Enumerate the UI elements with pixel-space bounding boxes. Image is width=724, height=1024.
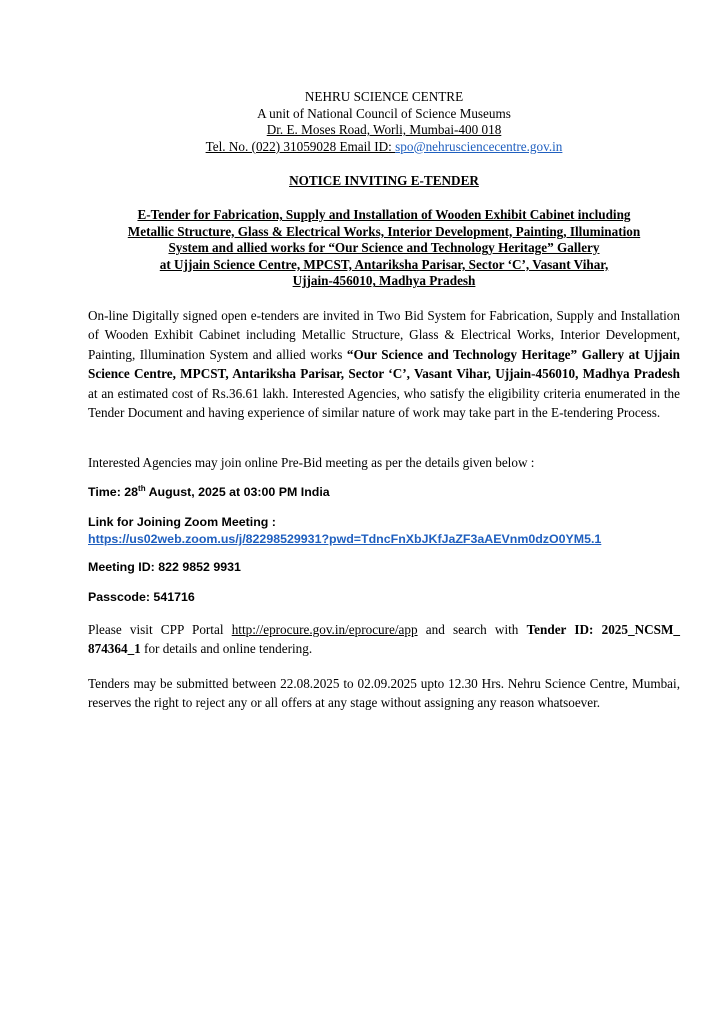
intro-text-b: at an estimated cost of Rs.36.61 lakh. Interested Agencies, who satisfy the eligibility criteria enumerated in the Tender Document and having experience of similar nature of work may take part in the E-tendering Process.: [88, 385, 680, 421]
intro-paragraph: [88, 306, 680, 422]
notice-title: NOTICE INVITING E-TENDER: [289, 173, 479, 188]
tel-text: Tel. No. (022) 31059028 Email ID:: [205, 138, 396, 154]
prebid-paragraph: Interested Agencies may join online Pre-Bid meeting as per the details given below :: [88, 455, 535, 470]
time-rest: August, 2025 at 03:00 PM India: [145, 485, 330, 499]
portal-link[interactable]: http://eprocure.gov.in/eprocure/app: [231, 622, 418, 637]
passcode: Passcode: 541716: [88, 590, 195, 604]
portal-text-c: for details and online tendering.: [140, 641, 313, 657]
org-address: Dr. E. Moses Road, Worli, Mumbai-400 018: [266, 122, 502, 138]
contact-line: [88, 139, 680, 156]
letterhead: [88, 89, 680, 155]
submission-paragraph: Tenders may be submitted between 22.08.2025 to 02.09.2025 upto 12.30 Hrs. Nehru Science Centre, Mumbai, reserves the right to reject any or all offers at any stage without assigning any reason whatsoever.: [88, 676, 680, 711]
zoom-link-label: Link for Joining Zoom Meeting :: [88, 515, 276, 529]
zoom-link[interactable]: https://us02web.zoom.us/j/82298529931?pwd=TdncFnXbJKfJaZF3aAEVnm0dzO0YM5.1: [88, 532, 602, 546]
subject-line: Metallic Structure, Glass & Electrical Works, Interior Development, Painting, Illumination: [127, 223, 641, 239]
intro-text-a: On-line Digitally signed open e-tenders are invited in Two Bid System for Fabrication, Supply and Installation of Wooden Exhibit Cabinet including Metallic Structure, Glass & Electrical Works, Interior Development, Painting, Illumination System and allied works: [88, 308, 680, 362]
meeting-time: [88, 484, 680, 501]
time-label: Time: 28: [88, 485, 139, 499]
time-superscript: th: [138, 483, 146, 493]
org-name: NEHRU SCIENCE CENTRE: [304, 89, 464, 104]
zoom-block: [88, 514, 680, 548]
meeting-id: Meeting ID: 822 9852 9931: [88, 560, 241, 574]
subject-line: Ujjain-456010, Madhya Pradesh: [292, 273, 476, 289]
email-link[interactable]: spo@nehrusciencecentre.gov.in: [395, 138, 563, 154]
tender-id: Tender ID: 2025_NCSM_ 874364_1: [88, 622, 681, 657]
portal-text-b: and search with: [417, 622, 527, 637]
subject-line: E-Tender for Fabrication, Supply and Installation of Wooden Exhibit Cabinet including: [137, 207, 631, 222]
org-unit: A unit of National Council of Science Museums: [257, 105, 511, 121]
intro-gallery-bold: “Our Science and Technology Heritage” Gallery at Ujjain Science Centre, MPCST, Antariksha Parisar, Sector ‘C’, Vasant Vihar, Ujjain-456010, Madhya Pradesh: [88, 346, 681, 382]
portal-text-a: Please visit CPP Portal: [88, 622, 232, 637]
portal-paragraph: [88, 620, 680, 659]
subject-line: System and allied works for “Our Science and Technology Heritage” Gallery: [168, 240, 600, 256]
tender-subject: [88, 207, 680, 290]
subject-line: at Ujjain Science Centre, MPCST, Antariksha Parisar, Sector ‘C’, Vasant Vihar,: [159, 256, 609, 272]
